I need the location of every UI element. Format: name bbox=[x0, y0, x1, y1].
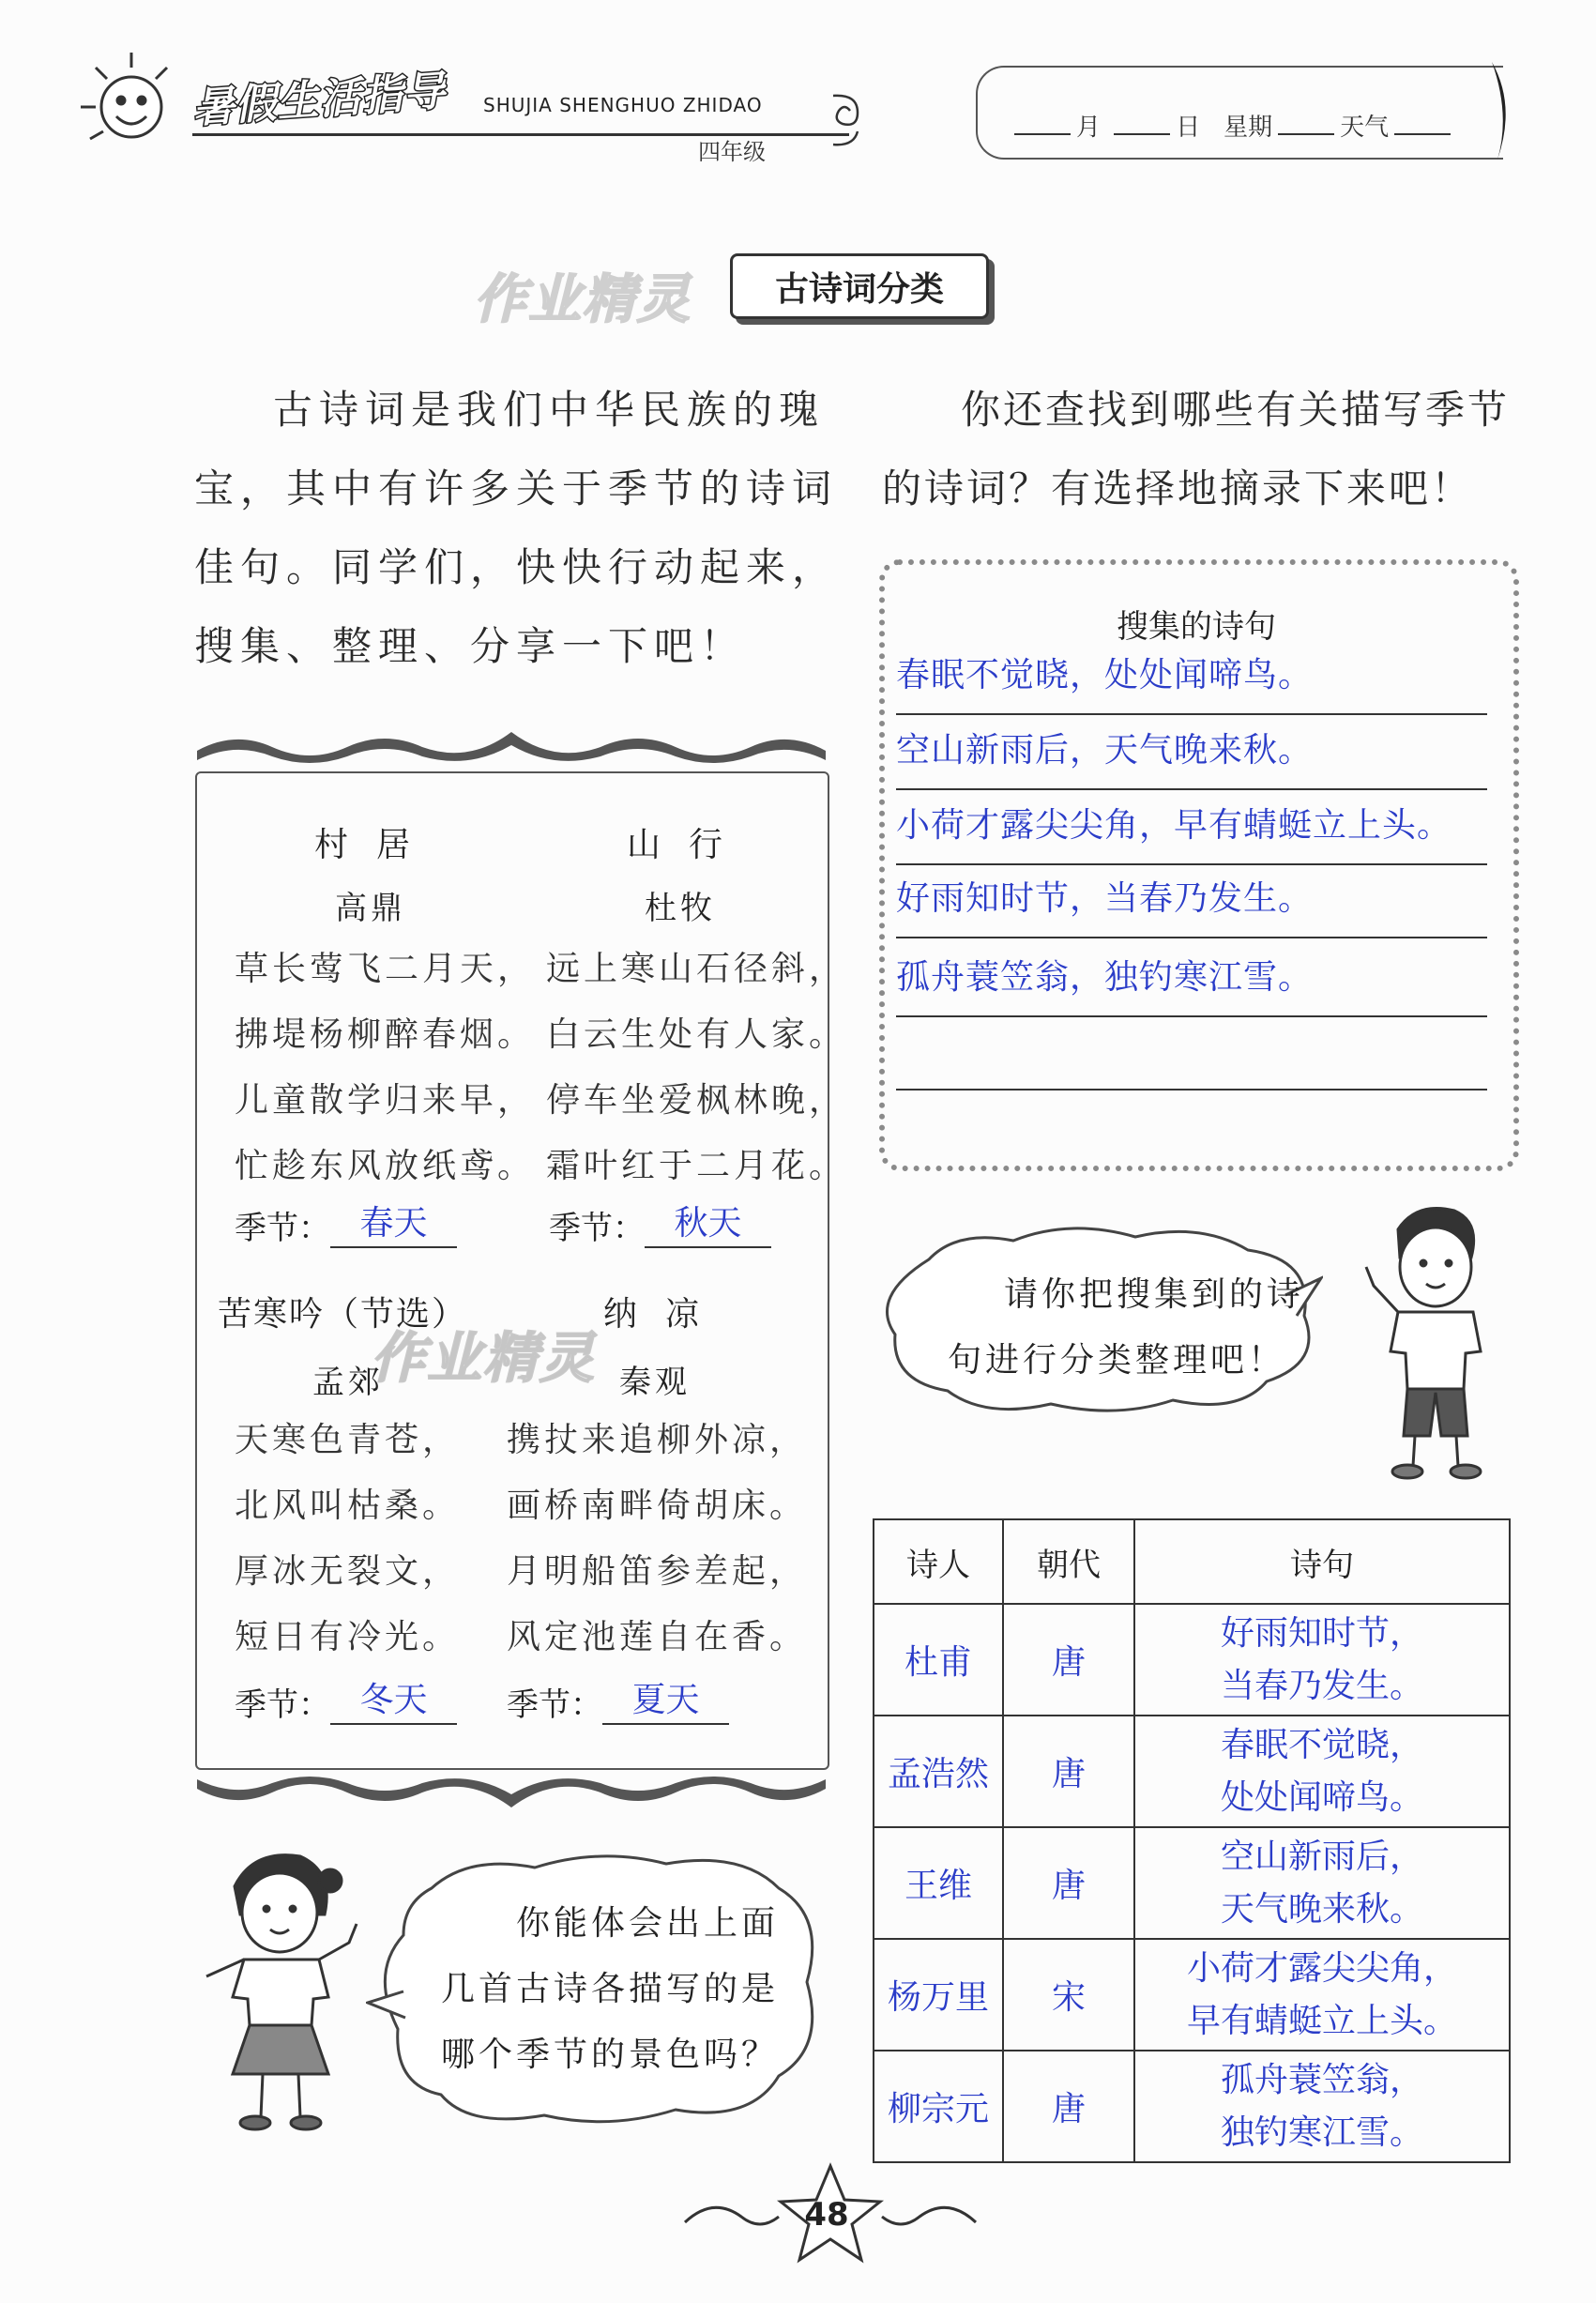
verse-cell[interactable] bbox=[1134, 1716, 1510, 1827]
verse-line: 孤舟蓑笠翁， bbox=[1220, 2060, 1423, 2099]
collected-verse-line[interactable]: 孤舟蓑笠翁，独钓寒江雪。 bbox=[896, 950, 1487, 1017]
table-row bbox=[874, 2051, 1510, 2162]
month-label: 月 bbox=[1076, 114, 1102, 142]
season-answer[interactable]: 秋天 bbox=[645, 1201, 771, 1248]
bubble-line: 哪个季节的景色吗？ bbox=[441, 2036, 780, 2074]
poem-line: 携扙来追柳外凉， bbox=[507, 1421, 808, 1459]
girl-bubble-text bbox=[441, 1891, 779, 2088]
feather-tail-icon bbox=[1488, 58, 1516, 163]
poem-author: 杜牧 bbox=[645, 890, 716, 927]
collected-verse-line[interactable]: 春眠不觉晓，处处闻啼鸟。 bbox=[896, 648, 1487, 715]
table-row bbox=[874, 1604, 1510, 1716]
poet-cell[interactable]: 杨万里 bbox=[874, 1939, 1003, 2051]
poem-body bbox=[507, 1408, 807, 1670]
header-verse: 诗句 bbox=[1134, 1519, 1510, 1604]
poem-line: 霜叶红于二月花。 bbox=[546, 1147, 847, 1185]
header-dynasty: 朝代 bbox=[1003, 1519, 1134, 1604]
bottom-scroll-ornament-icon bbox=[197, 1770, 826, 1817]
header-poet: 诗人 bbox=[874, 1519, 1003, 1604]
poem-line: 厚冰无裂文， bbox=[235, 1552, 461, 1591]
collected-verse-line[interactable]: 小荷才露尖尖角，早有蜻蜓立上头。 bbox=[896, 798, 1487, 865]
season-label: 季节： bbox=[507, 1686, 602, 1724]
collected-verses-title: 搜集的诗句 bbox=[1117, 608, 1276, 646]
watermark-logo: 作业精灵 bbox=[474, 269, 692, 330]
poem-line: 天寒色青苍， bbox=[235, 1421, 461, 1459]
header-pinyin: SHUJIA SHENGHUO ZHIDAO bbox=[483, 94, 763, 116]
poem-classification-table bbox=[873, 1518, 1511, 2163]
dynasty-cell[interactable]: 唐 bbox=[1003, 2051, 1134, 2162]
poem-title: 纳凉 bbox=[603, 1295, 728, 1334]
season-field bbox=[235, 1201, 457, 1248]
boy-cartoon-icon bbox=[1360, 1201, 1511, 1483]
poem-body bbox=[235, 1408, 460, 1670]
verse-cell[interactable] bbox=[1134, 1827, 1510, 1939]
weekday-label: 星期 bbox=[1224, 114, 1273, 142]
poet-cell[interactable]: 孟浩然 bbox=[874, 1716, 1003, 1827]
poem-line: 草长莺飞二月天， bbox=[235, 950, 536, 988]
poem-title: 山行 bbox=[627, 826, 752, 864]
day-blank[interactable] bbox=[1114, 133, 1170, 135]
dynasty-cell[interactable]: 唐 bbox=[1003, 1827, 1134, 1939]
boy-bubble-text bbox=[948, 1262, 1304, 1394]
bubble-line: 请你把搜集到的诗 bbox=[1004, 1275, 1305, 1314]
verse-cell[interactable] bbox=[1134, 2051, 1510, 2162]
table-header-row bbox=[874, 1519, 1510, 1604]
season-label: 季节： bbox=[549, 1210, 645, 1247]
intro-left-paragraph: 古诗词是我们中华民族的瑰宝，其中有许多关于季节的诗词佳句。同学们，快快行动起来，搜集、整理、分享一下吧！ bbox=[194, 387, 839, 669]
verse-line: 春眠不觉晓， bbox=[1220, 1725, 1423, 1764]
table-row bbox=[874, 1827, 1510, 1939]
bubble-line: 你能体会出上面 bbox=[516, 1904, 780, 1943]
weekday-blank[interactable] bbox=[1278, 133, 1334, 135]
header-logo-text: 暑假生活指导 bbox=[190, 67, 448, 133]
poem-line: 停车坐爱枫林晚， bbox=[546, 1081, 847, 1120]
season-answer[interactable]: 春天 bbox=[330, 1201, 457, 1248]
bubble-line: 几首古诗各描写的是 bbox=[441, 1970, 780, 2008]
poem-line: 远上寒山石径斜， bbox=[546, 950, 847, 988]
watermark-logo: 作业精灵 bbox=[371, 1326, 597, 1390]
table-row bbox=[874, 1716, 1510, 1827]
weather-blank[interactable] bbox=[1394, 133, 1451, 135]
collected-verse-line[interactable] bbox=[896, 1023, 1487, 1090]
verse-line: 早有蜻蜓立上头。 bbox=[1186, 2001, 1457, 2040]
season-answer[interactable]: 冬天 bbox=[330, 1678, 457, 1725]
grade-label: 四年级 bbox=[698, 139, 766, 165]
poem-line: 画桥南畔倚胡床。 bbox=[507, 1487, 808, 1525]
date-weather-fields bbox=[1009, 108, 1456, 143]
poem-line: 风定池莲自在香。 bbox=[507, 1618, 808, 1656]
poem-author: 孟郊 bbox=[312, 1364, 384, 1401]
month-blank[interactable] bbox=[1014, 133, 1071, 135]
verse-line: 处处闻啼鸟。 bbox=[1220, 1777, 1423, 1817]
poem-line: 北风叫枯桑。 bbox=[235, 1487, 461, 1525]
season-field bbox=[235, 1678, 457, 1725]
dynasty-cell[interactable]: 唐 bbox=[1003, 1716, 1134, 1827]
season-label: 季节： bbox=[235, 1210, 330, 1247]
verse-cell[interactable] bbox=[1134, 1604, 1510, 1716]
swirl-ornament-icon bbox=[826, 86, 867, 154]
smiling-sun-logo-icon bbox=[77, 49, 186, 158]
verse-line: 空山新雨后， bbox=[1220, 1837, 1423, 1876]
collected-verse-line[interactable]: 空山新雨后，天气晚来秋。 bbox=[896, 723, 1487, 790]
verse-line: 当春乃发生。 bbox=[1220, 1666, 1423, 1705]
collected-verse-line[interactable]: 好雨知时节，当春乃发生。 bbox=[896, 871, 1487, 938]
section-title: 古诗词分类 bbox=[730, 253, 989, 319]
page-number: 48 bbox=[804, 2196, 849, 2234]
poet-cell[interactable]: 柳宗元 bbox=[874, 2051, 1003, 2162]
poem-line: 儿童散学归来早， bbox=[235, 1081, 536, 1120]
dynasty-cell[interactable]: 宋 bbox=[1003, 1939, 1134, 2051]
poem-body bbox=[235, 937, 535, 1199]
poem-author: 秦观 bbox=[619, 1364, 691, 1401]
intro-right-text bbox=[882, 371, 1520, 528]
poem-title: 村居 bbox=[314, 826, 439, 864]
poet-cell[interactable]: 王维 bbox=[874, 1827, 1003, 1939]
poem-body bbox=[546, 937, 846, 1199]
poem-line: 短日有冷光。 bbox=[235, 1618, 461, 1656]
poem-line: 月明船笛参差起， bbox=[507, 1552, 808, 1591]
intro-left-text bbox=[194, 371, 842, 686]
poem-line: 拂堤杨柳醉春烟。 bbox=[235, 1015, 536, 1054]
verse-line: 天气晚来秋。 bbox=[1220, 1889, 1423, 1929]
poem-author: 高鼎 bbox=[335, 890, 406, 927]
top-scroll-ornament-icon bbox=[197, 723, 826, 770]
verse-line: 独钓寒江雪。 bbox=[1220, 2112, 1423, 2152]
poem-title: 苦寒吟（节选） bbox=[218, 1295, 468, 1334]
season-field bbox=[507, 1678, 729, 1725]
verse-line: 小荷才露尖尖角， bbox=[1186, 1948, 1457, 1988]
day-label: 日 bbox=[1176, 114, 1201, 142]
girl-cartoon-icon bbox=[188, 1839, 375, 2140]
poem-line: 忙趁东风放纸鸢。 bbox=[235, 1147, 536, 1185]
season-field bbox=[549, 1201, 771, 1248]
season-answer[interactable]: 夏天 bbox=[602, 1678, 729, 1725]
poem-line: 白云生处有人家。 bbox=[546, 1015, 847, 1054]
intro-right-paragraph: 你还查找到哪些有关描写季节的诗词？有选择地摘录下来吧！ bbox=[882, 387, 1511, 511]
season-label: 季节： bbox=[235, 1686, 330, 1724]
dynasty-cell[interactable]: 唐 bbox=[1003, 1604, 1134, 1716]
table-row bbox=[874, 1939, 1510, 2051]
bubble-line: 句进行分类整理吧！ bbox=[948, 1341, 1286, 1380]
poet-cell[interactable]: 杜甫 bbox=[874, 1604, 1003, 1716]
verse-line: 好雨知时节， bbox=[1220, 1613, 1423, 1653]
verse-cell[interactable] bbox=[1134, 1939, 1510, 2051]
weather-label: 天气 bbox=[1340, 114, 1390, 142]
